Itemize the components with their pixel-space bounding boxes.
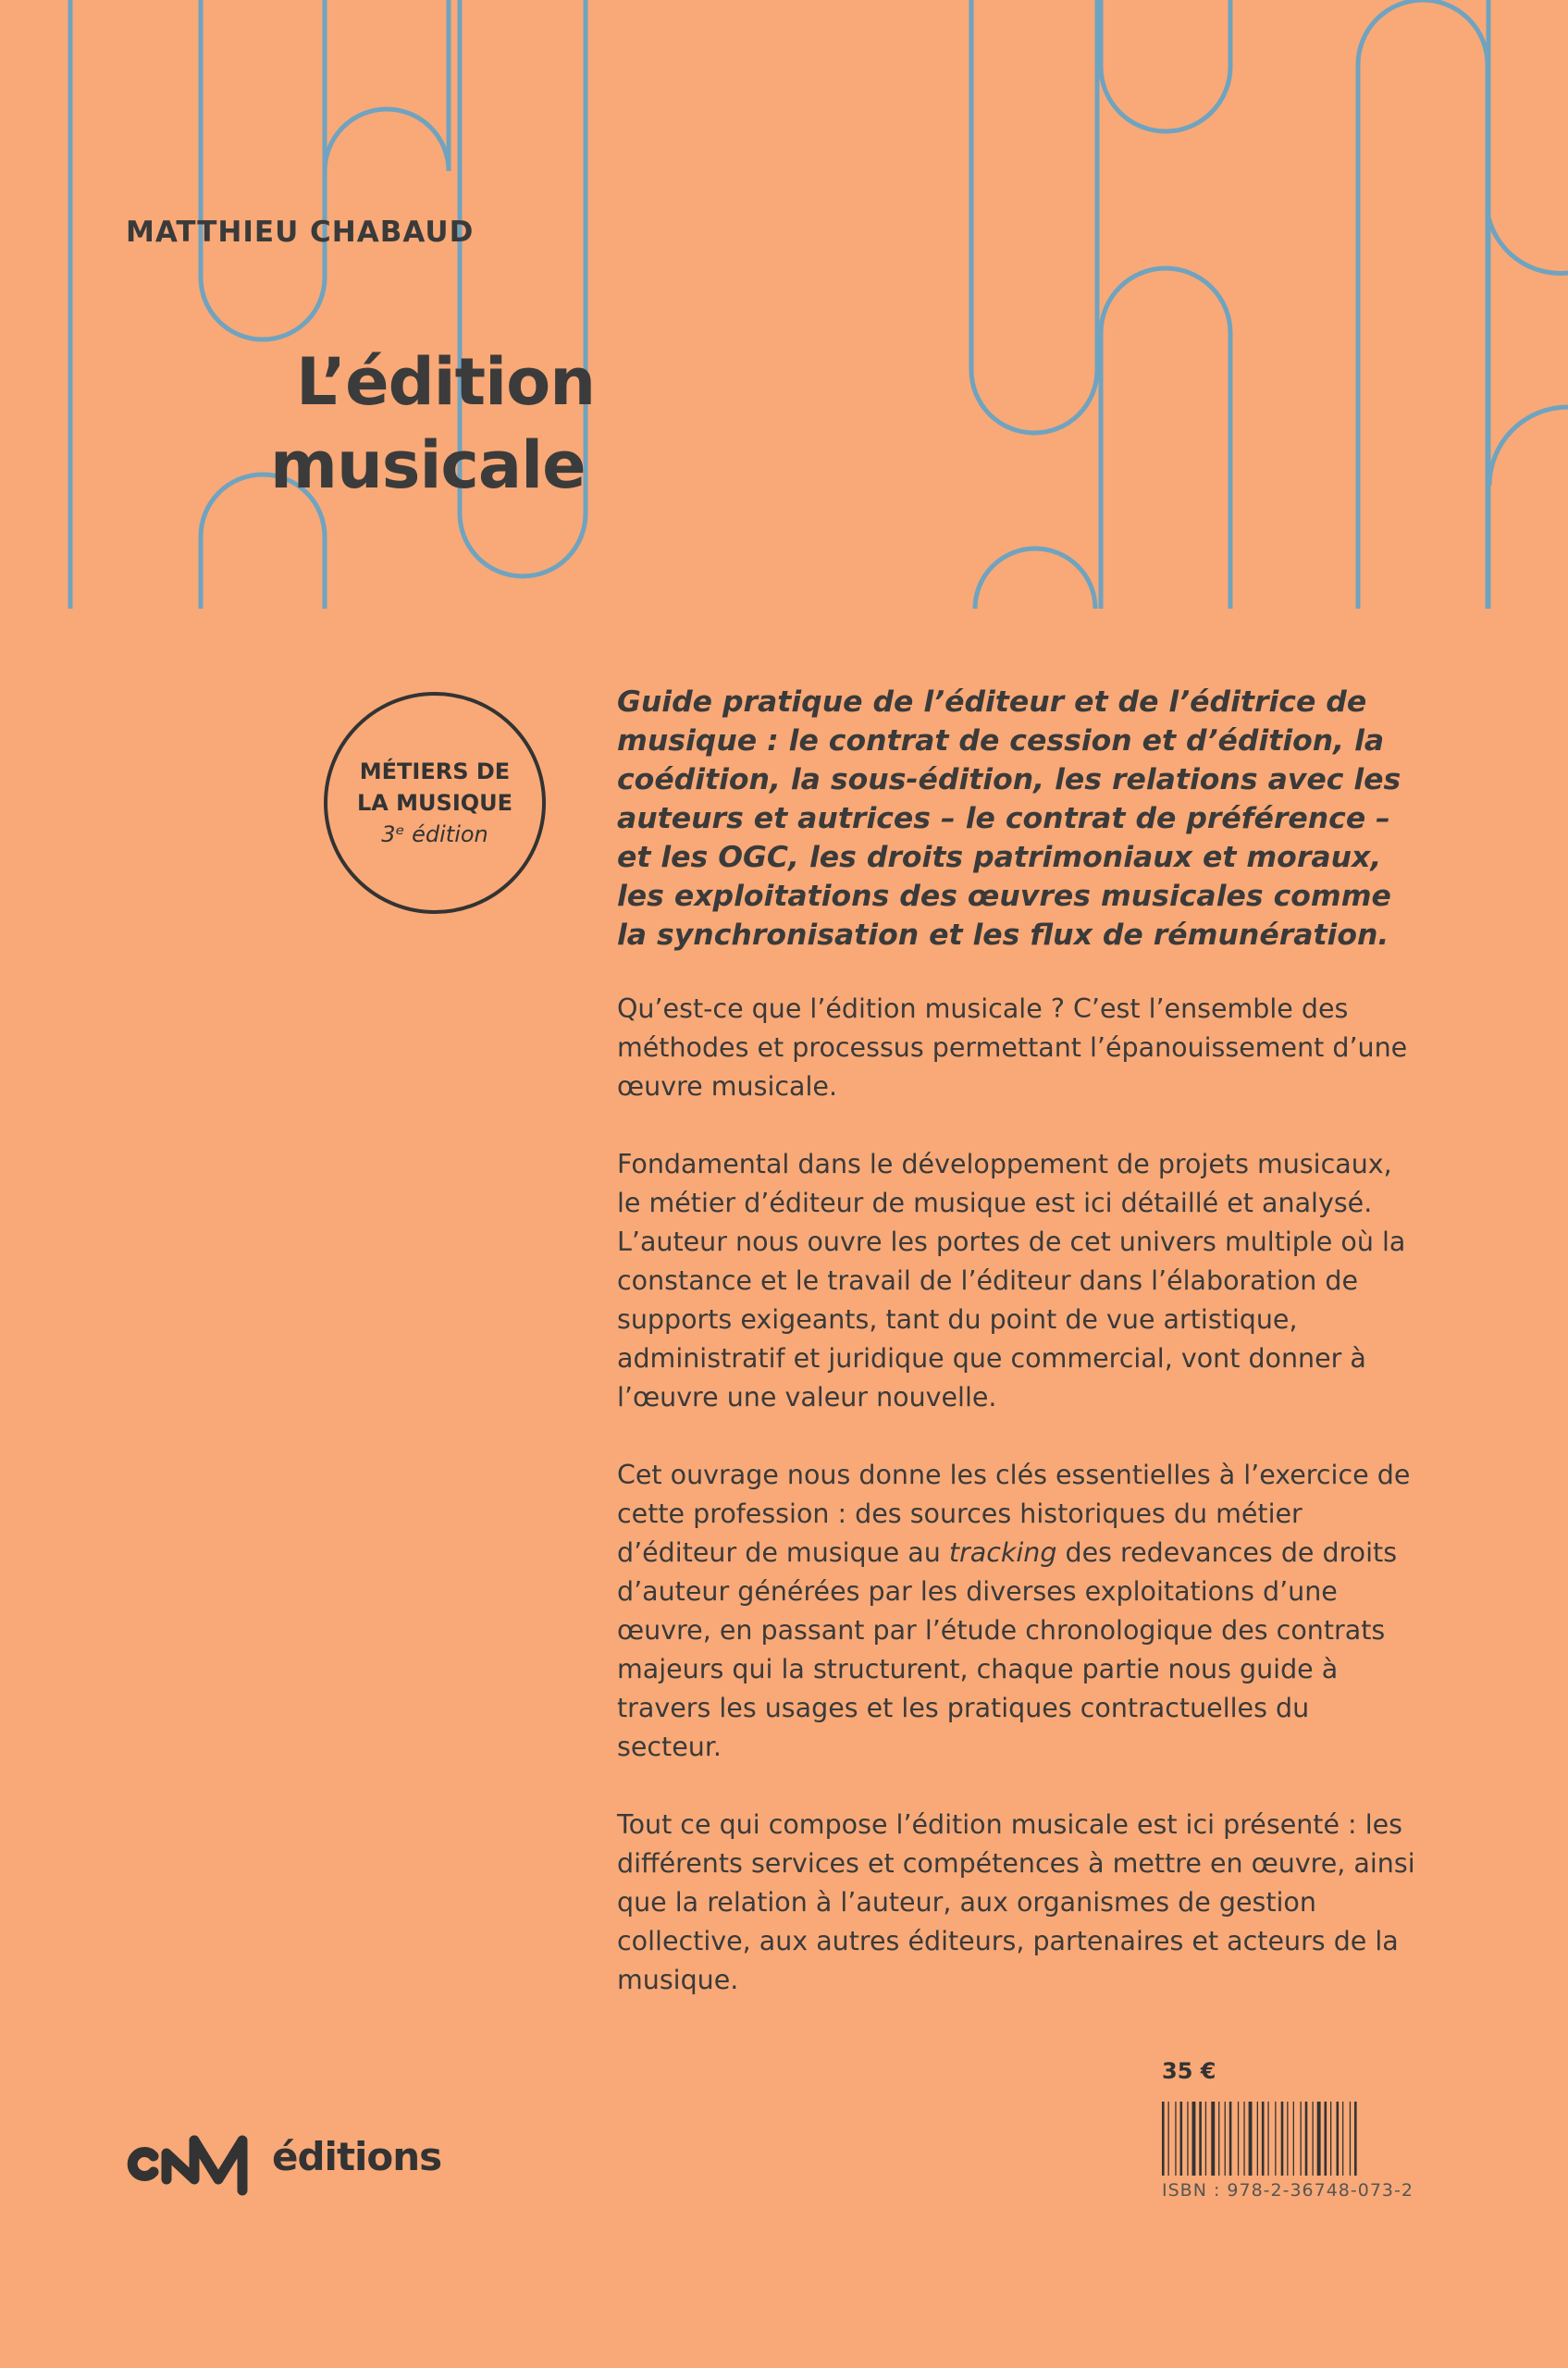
barcode-bar <box>1243 2102 1244 2176</box>
book-title-line-2: musicale <box>270 427 586 503</box>
barcode-bar <box>1337 2102 1340 2176</box>
barcode-bar <box>1262 2102 1265 2176</box>
barcode-bar <box>1301 2102 1302 2176</box>
cnm-logo-mark <box>126 2115 265 2198</box>
barcode-bar <box>1317 2102 1321 2176</box>
edition-number: 3ᵉ édition <box>381 821 488 847</box>
publisher-logo <box>126 2115 441 2198</box>
price: 35 € <box>1162 2058 1216 2084</box>
barcode-bar <box>1342 2102 1343 2176</box>
barcode-bar <box>1354 2102 1357 2176</box>
blurb-paragraph-3-emphasis: tracking <box>948 1537 1057 1568</box>
barcode-bar <box>1180 2102 1183 2176</box>
blurb <box>617 683 1422 2039</box>
barcode-bar <box>1225 2102 1226 2176</box>
barcode-bar <box>1305 2102 1308 2176</box>
barcode-bar <box>1267 2102 1268 2176</box>
barcode-bar <box>1350 2102 1351 2176</box>
barcode-bar <box>1162 2102 1165 2176</box>
barcode-bar <box>1211 2102 1215 2176</box>
barcode-bar <box>1249 2102 1253 2176</box>
series-name-line-2: LA MUSIQUE <box>356 790 513 816</box>
author-name: MATTHIEU CHABAUD <box>126 216 475 249</box>
book-title-line-1: L’édition <box>296 344 596 420</box>
barcode-bar <box>1275 2102 1276 2176</box>
blurb-paragraph-2: Fondamental dans le développement de projets musicaux, le métier d’éditeur de musique est ici détaillé et analysé. L’auteur nous ouvre les portes de cet univers multiple où la constance et le travail de l’éditeur dans l’élaboration de supports exigeants, tant du point de vue artistique, administratif et juridique que commercial, vont donner à l’œuvre une valeur nouvelle. <box>617 1149 1406 1412</box>
blurb-lead: Guide pratique de l’éditeur et de l’éditrice de musique : le contrat de cession et d’édition, la coédition, la sous-édition, les relations avec les auteurs et autrices – le contrat de préférence – et les OGC, les droits patrimoniaux et moraux, les exploitations des œuvres musicales comme la synchronisation et les flux de rémunération. <box>617 685 1401 952</box>
barcode-bar <box>1199 2102 1202 2176</box>
blurb-paragraph-3-part-1: Cet ouvrage nous donne les clés essentielles à l’exercice de cette profession : des sources historiques du métier d’éditeur de musique au <box>617 1460 1411 1568</box>
barcode-bar <box>1325 2102 1327 2176</box>
publisher-word: éditions <box>272 2133 442 2179</box>
book-title <box>270 340 595 507</box>
blurb-paragraph-1: Qu’est-ce que l’édition musicale ? C’est l’ensemble des méthodes et processus permettant l’épanouissement d’une œuvre musicale. <box>617 993 1408 1102</box>
series-badge <box>324 692 546 914</box>
barcode-bar <box>1168 2102 1169 2176</box>
barcode-bar <box>1238 2102 1239 2176</box>
blurb-paragraph-3-part-2: des redevances de droits d’auteur générées par les diverses exploitations d’une œuvre, en passant par l’étude chronologique des contrats majeurs qui la structurent, chaque partie nous guide à travers les usages et les pratiques contractuelles du secteur. <box>617 1537 1398 1762</box>
barcode-bar <box>1313 2102 1314 2176</box>
barcode-bar <box>1218 2102 1219 2176</box>
barcode-bar <box>1293 2102 1294 2176</box>
barcode-bar <box>1330 2102 1331 2176</box>
blurb-paragraph-4: Tout ce qui compose l’édition musicale est ici présenté : les différents services et compétences à mettre en œuvre, ainsi que la relation à l’auteur, aux organismes de gestion collective, aux autres éditeurs, partenaires et acteurs de la musique. <box>617 1809 1415 1995</box>
barcode-bar <box>1229 2102 1232 2176</box>
barcode-bar <box>1281 2102 1284 2176</box>
barcode-bar <box>1175 2102 1176 2176</box>
decorative-line-pattern <box>0 0 1568 629</box>
barcode <box>1162 2102 1412 2176</box>
barcode-bar <box>1205 2102 1206 2176</box>
barcode-bar <box>1257 2102 1258 2176</box>
series-name-line-1: MÉTIERS DE <box>359 758 511 784</box>
barcode-bar <box>1187 2102 1188 2176</box>
isbn: ISBN : 978-2-36748-073-2 <box>1162 2180 1414 2201</box>
blurb-paragraph-3 <box>617 1456 1422 1767</box>
barcode-bar <box>1287 2102 1288 2176</box>
barcode-bar <box>1192 2102 1196 2176</box>
